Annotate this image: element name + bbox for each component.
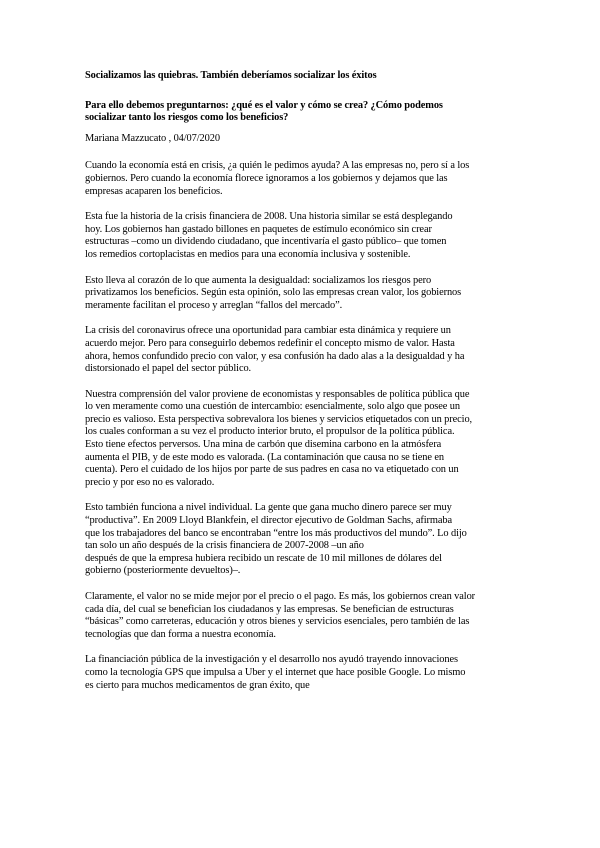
text-line: ahora, hemos confundido precio con valor, y esa confusión ha dado alas a la desigualdad y ha	[85, 350, 465, 362]
text-line: Nuestra comprensión del valor proviene de economistas y responsables de política pública que	[85, 388, 470, 400]
text-line: precio y por eso no es valorado.	[85, 476, 215, 488]
text-line: Claramente, el valor no se mide mejor por el precio o el pago. Es más, los gobiernos crean valor	[85, 591, 476, 602]
text-line: Esta fue la historia de la crisis financiera de 2008. Una historia similar se está desplegando	[85, 211, 453, 223]
text-line: cada día, del cual se benefician los ciudadanos y las empresas. Se benefician de estructuras	[85, 603, 454, 615]
text-line: como la tecnología GPS que impulsa a Uber y el internet que hace posible Google. Lo mismo	[85, 666, 466, 678]
subtitle-line: Para ello debemos preguntarnos: ¿qué es el valor y cómo se crea? ¿Cómo podemos	[85, 99, 443, 111]
article-subtitle	[85, 100, 515, 125]
subtitle-line: socializar tanto los riesgos como los beneficios?	[85, 112, 289, 124]
text-line: después de que la empresa hubiera recibido un rescate de 10 mil millones de dólares del	[85, 552, 442, 564]
text-line: hoy. Los gobiernos han gastado billones en paquetes de estímulo económico sin crear	[85, 223, 432, 235]
text-line: La crisis del coronavirus ofrece una oportunidad para cambiar esta dinámica y requiere un	[85, 325, 451, 337]
text-line: los cuales conforman a su vez el producto interior bruto, el propulsor de la política pública.	[85, 426, 455, 438]
text-line: “productiva”. En 2009 Lloyd Blankfein, el director ejecutivo de Goldman Sachs, afirmaba	[85, 515, 452, 527]
text-line: La financiación pública de la investigación y el desarrollo nos ayudó trayendo innovaciones	[85, 654, 458, 666]
paragraph	[85, 275, 515, 313]
text-line: meramente facilitan el proceso y arreglan “fallos del mercado”.	[85, 299, 343, 311]
text-line: gobiernos. Pero cuando la economía florece ignoramos a los gobiernos y dejamos que las	[85, 172, 448, 184]
paragraph	[85, 325, 515, 375]
text-line: los remedios cortoplacistas en medios para una economía inclusiva y sostenible.	[85, 248, 411, 260]
text-line: Esto lleva al corazón de lo que aumenta la desigualdad: socializamos los riesgos pero	[85, 274, 432, 286]
byline: Mariana Mazzucato , 04/07/2020	[85, 132, 220, 144]
text-line: estructuras –como un dividendo ciudadano, que incentivaría el gasto público– que tomen	[85, 236, 447, 248]
paragraph	[85, 211, 515, 261]
text-line: aumenta el PIB, y de este modo es valorada. (La contaminación que causa no se tiene en	[85, 451, 444, 463]
text-line: tecnologías que dan forma a nuestra economía.	[85, 628, 276, 640]
text-line: Esto también funciona a nivel individual. La gente que gana mucho dinero parece ser muy	[85, 502, 452, 514]
text-line: es cierto para muchos medicamentos de gran éxito, que	[85, 679, 310, 691]
text-line: cuenta). Pero el cuidado de los hijos por parte de sus padres en casa no va etiquetado con un	[85, 464, 459, 476]
text-line: que los trabajadores del banco se encontraban “entre los más productivos del mundo”. Lo dijo	[85, 527, 467, 539]
text-line: acuerdo mejor. Pero para conseguirlo debemos redefinir el concepto mismo de valor. Hasta	[85, 337, 455, 349]
paragraph	[85, 502, 515, 578]
text-line: distorsionado el papel del sector público.	[85, 363, 252, 375]
text-line: lo ven meramente como una cuestión de intercambio: esencialmente, solo algo que posee un	[85, 401, 460, 413]
article-title: Socializamos las quiebras. También deberíamos socializar los éxitos	[85, 70, 377, 81]
text-line: tan solo un año después de la crisis financiera de 2007-2008 –un año	[85, 540, 364, 552]
text-line: privatizamos los beneficios. Según esta opinión, solo las empresas crean valor, los gobiernos	[85, 287, 462, 299]
paragraph	[85, 591, 515, 641]
text-line: precio es valioso. Esta perspectiva sobrevalora los bienes y servicios etiquetados con un precio,	[85, 413, 473, 425]
text-line: gobierno (posteriormente devueltos)–.	[85, 565, 241, 577]
text-line: “básicas” como carreteras, educación y otros bienes y servicios esenciales, pero también de las	[85, 616, 470, 628]
text-line: Esto tiene efectos perversos. Una mina de carbón que disemina carbono en la atmósfera	[85, 439, 442, 451]
paragraph	[85, 654, 515, 692]
article	[85, 70, 515, 705]
paragraph	[85, 160, 515, 198]
text-line: Cuando la economía está en crisis, ¿a quién le pedimos ayuda? A las empresas no, pero sí a los	[85, 160, 470, 172]
paragraph	[85, 389, 515, 490]
text-line: empresas acaparen los beneficios.	[85, 185, 223, 197]
